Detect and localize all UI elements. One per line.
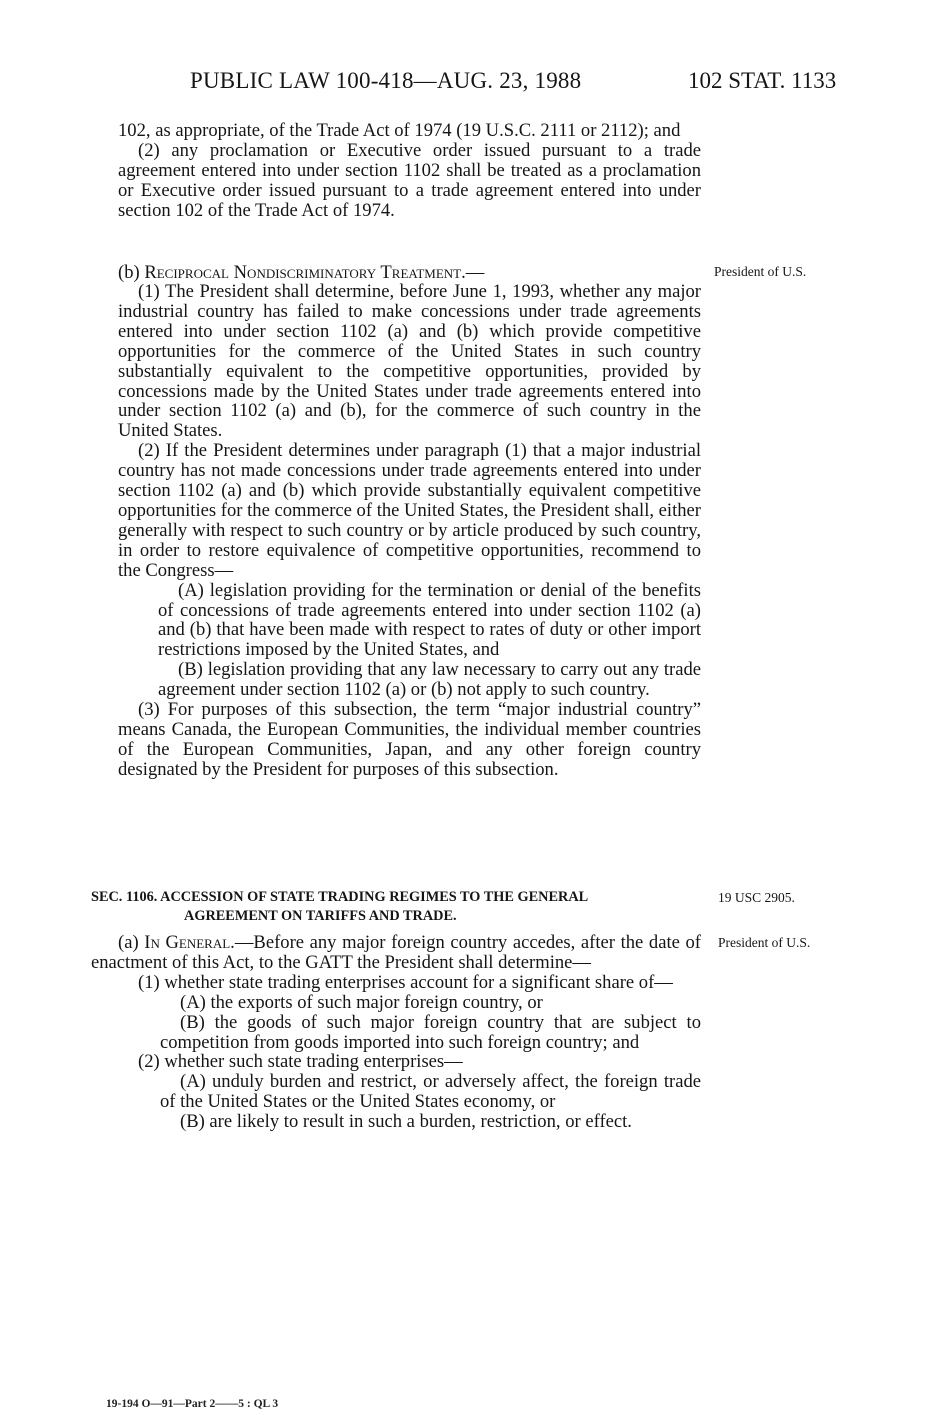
paragraph-b2-B: (B) legislation providing that any law necessary to carry out any trade agreement under section 1102 (a) or (b) not apply to such country. [158,659,701,701]
paragraph-a2: (2) any proclamation or Executive order issued pursuant to a trade agreement entered into under section 1102 shall be treated as a proclamation or Executive order issued pursuant to a trade agreement entered into under section 102 of the Trade Act of 1974. [118,139,701,221]
subsection-b-text [118,282,701,780]
paragraph-sec-a [91,933,701,973]
paragraph-sec-a2: (2) whether such state trading enterprises— [138,1051,463,1073]
paragraph-continuation: 102, as appropriate, of the Trade Act of 1974 (19 U.S.C. 2111 or 2112); and [118,120,681,141]
subsection-a-label: (a) [118,932,145,953]
section-1106-text [91,933,701,1132]
running-header-title: PUBLIC LAW 100-418—AUG. 23, 1988 [190,68,582,93]
main-text-column [118,121,701,221]
margin-note-president-2: President of U.S. [718,935,811,950]
page-footer: 19-194 O—91—Part 2——5 : QL 3 [106,1398,279,1410]
paragraph-b2-A: (A) legislation providing for the termination or denial of the benefits of concessions of trade agreements entered into under section 1102 (a) and (b) that have been made with respect to rates of duty or other import restrictions imposed by the United States, and [158,579,701,661]
subsection-b-label: (b) [118,262,145,283]
section-heading [91,888,703,926]
section-heading-line2: AGREEMENT ON TARIFFS AND TRADE. [184,908,457,924]
margin-note-usc: 19 USC 2905. [718,890,795,905]
paragraph-sec-a1-B: (B) the goods of such major foreign country that are subject to competition from goods imported into such foreign country; and [160,1011,701,1053]
paragraph-sec-a2-A: (A) unduly burden and restrict, or adversely affect, the foreign trade of the United States or the United States economy, or [160,1071,701,1113]
section-heading-line1: SEC. 1106. ACCESSION OF STATE TRADING REGIMES TO THE GENERAL [91,889,589,905]
subsection-a-text: —Before any major foreign country accedes, after the date of enactment of this Act, to the GATT the President shall determine— [91,932,701,973]
paragraph-b1: (1) The President shall determine, before June 1, 1993, whether any major industrial country has failed to make concessions under trade agreements entered into under section 1102 (a) and (b) which provide competitive opportunities for the commerce of the United States in such country substantially equivalent to the competitive opportunities, provided by concessions made by the United States under trade agreements entered into under section 1102 (a) and (b), for the commerce of such country in the United States. [118,281,701,442]
running-header-page: 102 STAT. 1133 [688,68,837,93]
paragraph-b3: (3) For purposes of this subsection, the term “major industrial country” means Canada, the European Communities, the individual member countries of the European Communities, Japan, and any other foreign country designated by the President for purposes of this subsection. [118,699,701,780]
subsection-b-title: Reciprocal Nondiscriminatory Treatment. [144,262,466,283]
paragraph-b2: (2) If the President determines under paragraph (1) that a major industrial country has not made concessions under trade agreements entered into under section 1102 (a) and (b) which provide substantially equivalent competitive opportunities for the commerce of the United States, the President shall, either generally with respect to such country or by article produced by such country, in order to restore equivalence of competitive opportunities, recommend to the Congress— [118,440,701,581]
paragraph-sec-a2-B: (B) are likely to result in such a burden, restriction, or effect. [180,1111,632,1133]
paragraph-sec-a1-A: (A) the exports of such major foreign country, or [180,991,543,1013]
margin-note-president-1: President of U.S. [714,264,807,279]
subsection-a-title: In General. [144,932,235,953]
paragraph-sec-a1: (1) whether state trading enterprises account for a significant share of— [138,971,673,993]
subsection-b-dash: — [465,262,485,283]
